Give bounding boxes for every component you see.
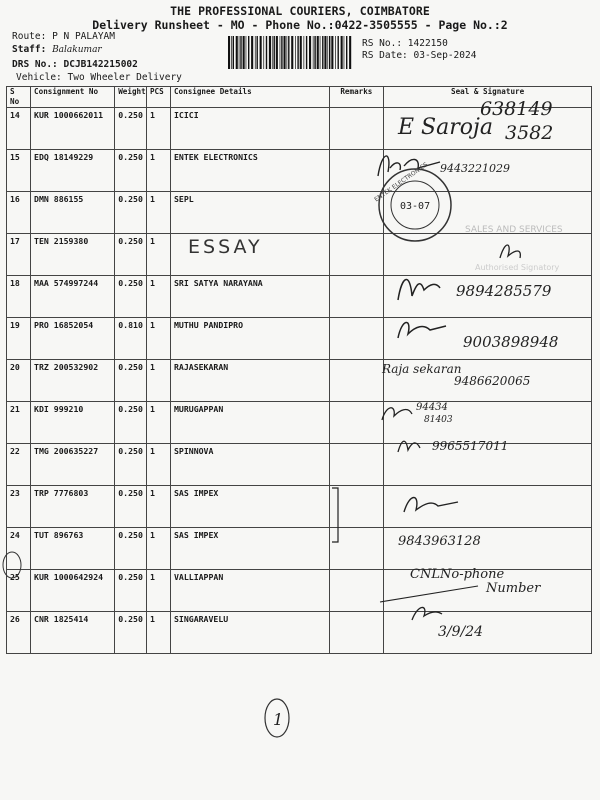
cell-consignee: ICICI [170,108,329,150]
cell-sno: 21 [7,402,31,444]
cell-weight: 0.250 [115,108,147,150]
faint-stamp-services: SALES AND SERVICES [465,225,563,235]
rs-date-value: 03-Sep-2024 [413,50,477,61]
cell-sno: 23 [7,486,31,528]
cell-signature [384,234,592,276]
table-row [7,360,592,402]
table-row [7,108,592,150]
cell-remarks [329,234,384,276]
cell-pcs: 1 [146,150,170,192]
cell-pcs: 1 [146,234,170,276]
cell-sno: 22 [7,444,31,486]
cell-consignee: MUTHU PANDIPRO [170,318,329,360]
hw-row17-consignee: ESSAY [188,236,263,258]
cell-weight: 0.250 [115,192,147,234]
hw-row18-num: 9894285579 [456,282,552,300]
cell-pcs: 1 [146,612,170,654]
cell-remarks [329,570,384,612]
rs-no-value: 1422150 [407,38,448,49]
col-remarks: Remarks [329,87,384,108]
cell-sno: 24 [7,528,31,570]
cell-consignment: CNR 1825414 [31,612,115,654]
hw-row19-num: 9003898948 [463,333,559,351]
cell-consignment: EDQ 18149229 [31,150,115,192]
rs-date-line [362,50,476,61]
table-row [7,486,592,528]
hw-page-mark: 1 [273,710,284,729]
cell-signature [384,276,592,318]
cell-weight: 0.250 [115,570,147,612]
cell-remarks [329,486,384,528]
route-value: P N PALAYAM [52,31,115,42]
cell-weight: 0.250 [115,150,147,192]
cell-weight: 0.250 [115,360,147,402]
faint-stamp-authorised: Authorised Signatory [475,263,560,272]
vehicle-value: Two Wheeler Delivery [67,72,182,83]
company-title: THE PROFESSIONAL COURIERS, COIMBATORE [170,4,430,18]
cell-consignee [170,234,329,276]
cell-signature [384,570,592,612]
cell-signature [384,108,592,150]
cell-signature [384,318,592,360]
stamp-ring-text: ENTEK ELECTRONICS [373,161,430,204]
hw-row22-num: 9965517011 [432,439,509,453]
cell-remarks [329,150,384,192]
cell-consignee: RAJASEKARAN [170,360,329,402]
hw-row15-num: 9443221029 [440,162,510,175]
col-consignment: Consignment No [31,87,115,108]
table-row [7,528,592,570]
cell-remarks [329,108,384,150]
table-row [7,234,592,276]
cell-remarks [329,612,384,654]
cell-consignee: MURUGAPPAN [170,402,329,444]
col-weight: Weight [115,87,147,108]
drs-value: DCJB142215002 [63,59,138,70]
hw-row25-line2: No-phone [440,567,505,582]
cell-consignment: MAA 574997244 [31,276,115,318]
page-circle-mark [265,699,289,737]
cell-pcs: 1 [146,570,170,612]
table-row [7,192,592,234]
cell-pcs: 1 [146,318,170,360]
cell-consignment: TRZ 200532902 [31,360,115,402]
table-row [7,276,592,318]
hw-row14-num: 3582 [505,122,554,144]
runsheet-title: Delivery Runsheet - MO - Phone No.:0422-3505555 - Page No.:2 [92,18,508,32]
route-line [12,31,115,42]
cell-signature [384,192,592,234]
cell-pcs: 1 [146,486,170,528]
rs-no-line [362,38,448,49]
cell-pcs: 1 [146,528,170,570]
cell-consignment: PRO 16852054 [31,318,115,360]
cell-signature [384,150,592,192]
staff-label: Staff: [12,44,47,55]
cell-pcs: 1 [146,192,170,234]
hw-row20-num: 9486620065 [454,374,531,388]
cell-consignment: KUR 1000642924 [31,570,115,612]
cell-consignee: ENTEK ELECTRONICS [170,150,329,192]
cell-consignment: KUR 1000662011 [31,108,115,150]
cell-sno: 20 [7,360,31,402]
cell-pcs: 1 [146,360,170,402]
table-row [7,444,592,486]
hw-row14-top: 638149 [480,98,553,120]
rs-date-label: RS Date: [362,50,408,61]
cell-consignment: TUT 896763 [31,528,115,570]
hw-row20-name: Raja sekaran [382,362,462,376]
cell-consignment: TEN 2159380 [31,234,115,276]
staff-handwritten: Balakumar [52,45,102,55]
cell-signature [384,486,592,528]
cell-sno: 18 [7,276,31,318]
cell-weight: 0.250 [115,612,147,654]
cell-signature [384,612,592,654]
cell-remarks [329,276,384,318]
hw-row26-date: 3/9/24 [438,624,484,640]
cell-pcs: 1 [146,402,170,444]
col-signature: Seal & Signature [384,87,592,108]
cell-consignment: DMN 886155 [31,192,115,234]
cell-weight: 0.250 [115,444,147,486]
cell-remarks [329,402,384,444]
cell-consignee: SAS IMPEX [170,528,329,570]
table-header-row [7,87,592,108]
col-sno: S No [7,87,31,108]
cell-sno: 19 [7,318,31,360]
cell-consignee: SAS IMPEX [170,486,329,528]
cell-sno: 14 [7,108,31,150]
cell-weight: 0.810 [115,318,147,360]
staff-line [12,44,102,55]
cell-remarks [329,192,384,234]
vehicle-line [16,72,182,83]
cell-consignee: VALLIAPPAN [170,570,329,612]
hw-row24-num: 9843963128 [398,534,481,549]
barcode [228,36,354,69]
cell-signature [384,528,592,570]
cell-consignee: SPINNOVA [170,444,329,486]
cell-signature [384,360,592,402]
route-label: Route: [12,31,47,42]
cell-consignee: SINGARAVELU [170,612,329,654]
col-consignee: Consignee Details [170,87,329,108]
cell-consignee: SRI SATYA NARAYANA [170,276,329,318]
vehicle-label: Vehicle: [16,72,62,83]
cell-weight: 0.250 [115,528,147,570]
table-row [7,402,592,444]
cell-remarks [329,444,384,486]
hw-row14-name: E Saroja [398,115,493,140]
hw-row25-line3: Number [486,581,541,596]
cell-remarks [329,528,384,570]
cell-remarks [329,360,384,402]
cell-weight: 0.250 [115,234,147,276]
cell-consignment: TRP 7776803 [31,486,115,528]
table-row [7,570,592,612]
rs-no-label: RS No.: [362,38,403,49]
cell-consignment: KDI 999210 [31,402,115,444]
drs-line [12,59,138,70]
table-row [7,612,592,654]
cell-sno: 15 [7,150,31,192]
cell-remarks [329,318,384,360]
cell-sno: 26 [7,612,31,654]
table-row [7,150,592,192]
hw-row21-num1: 94434 [416,402,448,413]
drs-label: DRS No.: [12,59,58,70]
cell-signature [384,402,592,444]
col-pcs: PCS [146,87,170,108]
cell-sno: 16 [7,192,31,234]
cell-consignment: TMG 200635227 [31,444,115,486]
cell-sno: 25 [7,570,31,612]
cell-sno: 17 [7,234,31,276]
hw-row25-line1: CNL [410,567,440,582]
cell-weight: 0.250 [115,486,147,528]
cell-pcs: 1 [146,444,170,486]
cell-pcs: 1 [146,276,170,318]
table-row [7,318,592,360]
cell-pcs: 1 [146,108,170,150]
hw-row21-num2: 81403 [424,415,453,425]
runsheet-table [6,86,592,654]
cell-consignee: SEPL [170,192,329,234]
stamp-date: 03-07 [400,201,431,212]
cell-signature [384,444,592,486]
cell-weight: 0.250 [115,276,147,318]
cell-weight: 0.250 [115,402,147,444]
